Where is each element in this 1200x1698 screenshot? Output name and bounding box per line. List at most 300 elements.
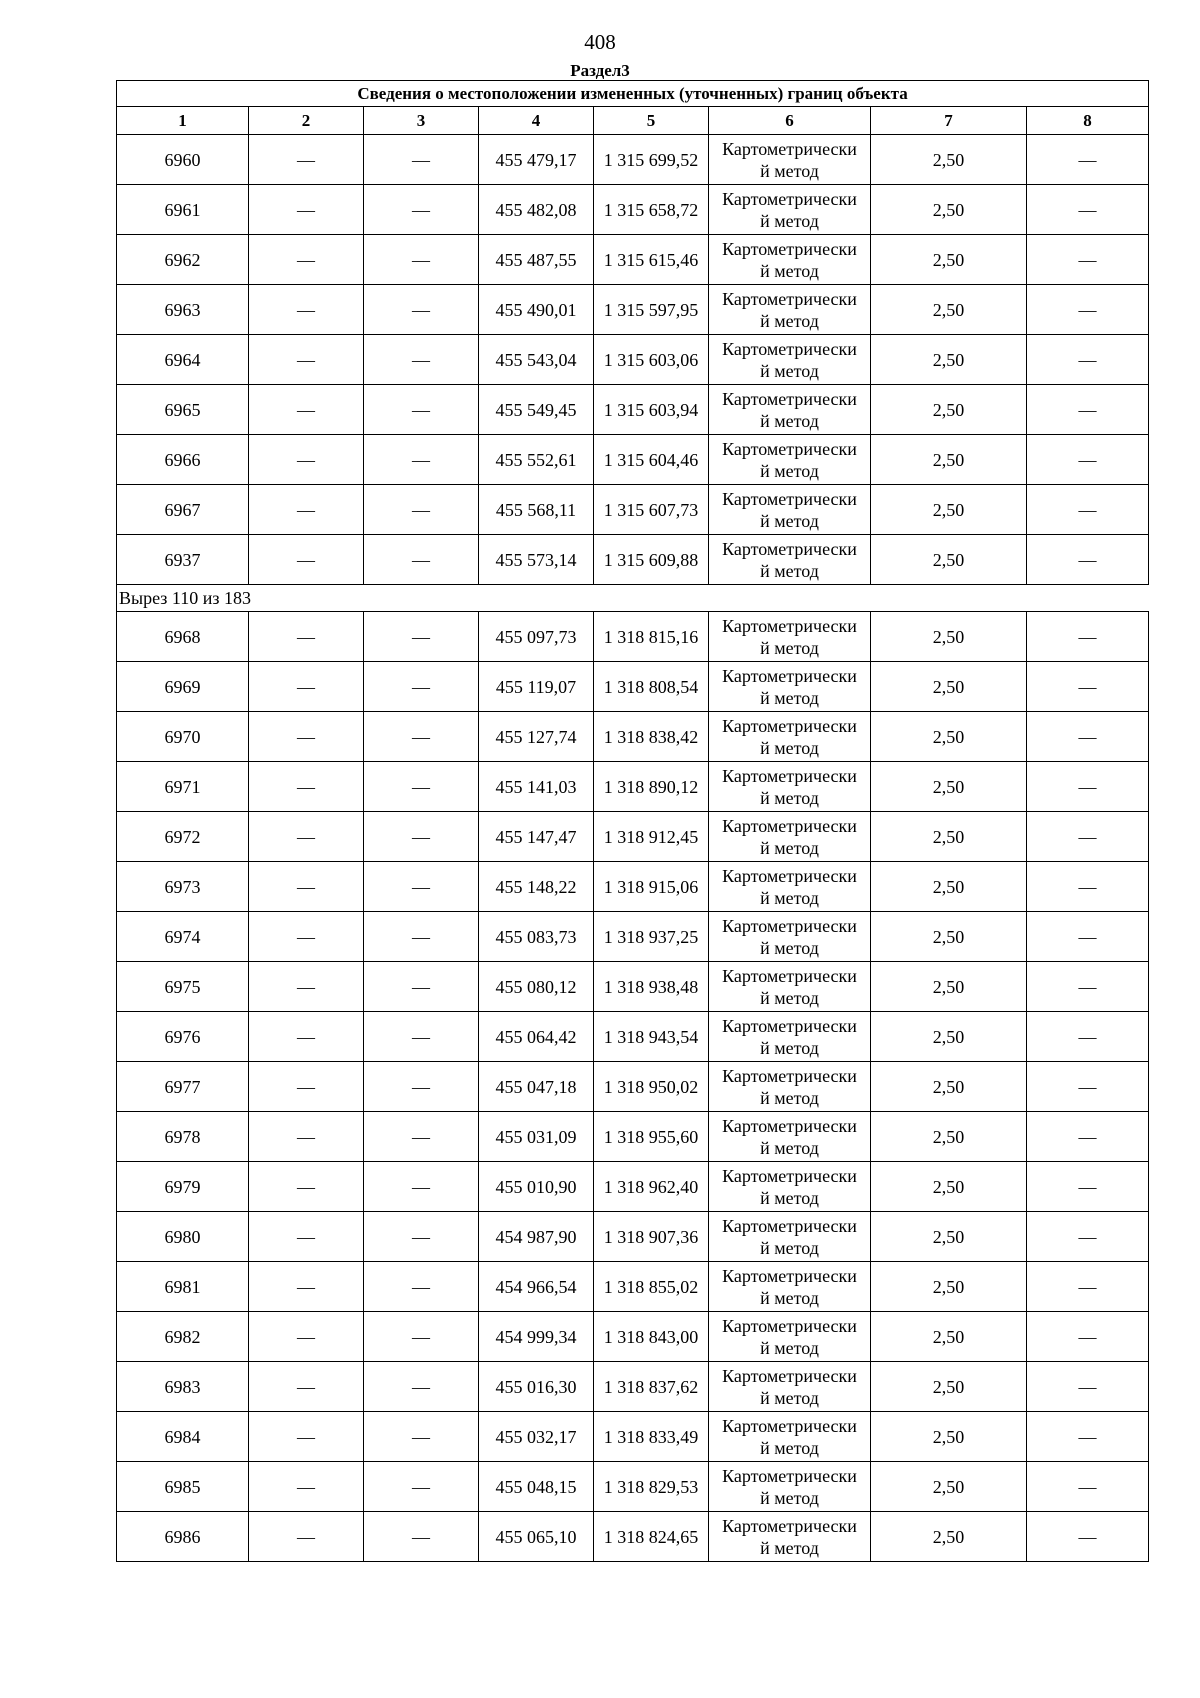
x-coordinate: 455 482,08 [479,185,594,235]
method-cell [709,612,871,662]
old-x-cell: — [249,1112,364,1162]
table-row [117,662,1149,712]
method-text-line1: Картометрически [722,538,857,559]
method-text-line1: Картометрически [722,1315,857,1336]
y-coordinate: 1 318 890,12 [594,762,709,812]
method-text-line2: й метод [760,1287,819,1308]
table-row [117,862,1149,912]
x-coordinate: 455 065,10 [479,1512,594,1562]
method-text-line2: й метод [760,1437,819,1458]
method-text-line1: Картометрически [722,965,857,986]
method-text-line2: й метод [760,360,819,381]
description-cell: — [1027,912,1149,962]
y-coordinate: 1 318 907,36 [594,1212,709,1262]
x-coordinate: 455 487,55 [479,235,594,285]
point-number: 6975 [117,962,249,1012]
table-row [117,1162,1149,1212]
y-coordinate: 1 315 699,52 [594,135,709,185]
column-number: 2 [249,107,364,135]
point-number: 6983 [117,1362,249,1412]
method-text-line1: Картометрически [722,615,857,636]
method-cell [709,962,871,1012]
description-cell: — [1027,762,1149,812]
y-coordinate: 1 318 808,54 [594,662,709,712]
accuracy-value: 2,50 [871,1162,1027,1212]
y-coordinate: 1 318 833,49 [594,1412,709,1462]
old-x-cell: — [249,235,364,285]
description-cell: — [1027,535,1149,585]
method-cell [709,1362,871,1412]
old-x-cell: — [249,862,364,912]
method-text-line2: й метод [760,1037,819,1058]
y-coordinate: 1 315 607,73 [594,485,709,535]
old-y-cell: — [364,1362,479,1412]
method-text-line2: й метод [760,1187,819,1208]
table-row [117,1062,1149,1112]
table-row [117,1362,1149,1412]
method-text-line2: й метод [760,1487,819,1508]
method-text-line2: й метод [760,260,819,281]
point-number: 6980 [117,1212,249,1262]
old-y-cell: — [364,235,479,285]
description-cell: — [1027,1012,1149,1062]
y-coordinate: 1 318 829,53 [594,1462,709,1512]
old-x-cell: — [249,1012,364,1062]
y-coordinate: 1 315 609,88 [594,535,709,585]
method-text-line2: й метод [760,787,819,808]
table-row [117,1212,1149,1262]
table-row [117,135,1149,185]
y-coordinate: 1 315 604,46 [594,435,709,485]
description-cell: — [1027,1062,1149,1112]
y-coordinate: 1 318 943,54 [594,1012,709,1062]
x-coordinate: 455 543,04 [479,335,594,385]
method-text-line2: й метод [760,1337,819,1358]
y-coordinate: 1 315 597,95 [594,285,709,335]
method-cell [709,1412,871,1462]
description-cell: — [1027,285,1149,335]
method-text-line2: й метод [760,637,819,658]
old-x-cell: — [249,1362,364,1412]
y-coordinate: 1 318 855,02 [594,1262,709,1312]
table-row [117,1462,1149,1512]
old-x-cell: — [249,1062,364,1112]
section-title: Раздел3 [570,61,630,80]
old-x-cell: — [249,535,364,585]
point-number: 6962 [117,235,249,285]
method-text-line2: й метод [760,210,819,231]
column-number: 6 [709,107,871,135]
table-row [117,912,1149,962]
old-x-cell: — [249,1162,364,1212]
method-text-line1: Картометрически [722,815,857,836]
x-coordinate: 455 064,42 [479,1012,594,1062]
x-coordinate: 455 549,45 [479,385,594,435]
x-coordinate: 455 479,17 [479,135,594,185]
x-coordinate: 455 048,15 [479,1462,594,1512]
old-y-cell: — [364,385,479,435]
description-cell: — [1027,235,1149,285]
method-text-line1: Картометрически [722,1465,857,1486]
method-text-line2: й метод [760,560,819,581]
y-coordinate: 1 315 603,94 [594,385,709,435]
method-text-line2: й метод [760,937,819,958]
method-cell [709,712,871,762]
table-row [117,812,1149,862]
x-coordinate: 455 127,74 [479,712,594,762]
old-y-cell: — [364,1462,479,1512]
x-coordinate: 455 119,07 [479,662,594,712]
old-y-cell: — [364,285,479,335]
method-text-line1: Картометрически [722,1065,857,1086]
point-number: 6937 [117,535,249,585]
old-x-cell: — [249,1462,364,1512]
table-row [117,235,1149,285]
accuracy-value: 2,50 [871,1462,1027,1512]
old-x-cell: — [249,912,364,962]
y-coordinate: 1 315 615,46 [594,235,709,285]
method-cell [709,535,871,585]
point-number: 6967 [117,485,249,535]
old-y-cell: — [364,912,479,962]
method-text-line1: Картометрически [722,238,857,259]
point-number: 6965 [117,385,249,435]
table-row [117,185,1149,235]
method-cell [709,235,871,285]
x-coordinate: 455 032,17 [479,1412,594,1462]
old-x-cell: — [249,1262,364,1312]
point-number: 6973 [117,862,249,912]
method-text-line1: Картометрически [722,1515,857,1536]
table-row [117,962,1149,1012]
old-y-cell: — [364,1262,479,1312]
point-number: 6969 [117,662,249,712]
method-text-line2: й метод [760,837,819,858]
accuracy-value: 2,50 [871,912,1027,962]
accuracy-value: 2,50 [871,1362,1027,1412]
x-coordinate: 455 031,09 [479,1112,594,1162]
old-y-cell: — [364,335,479,385]
point-number: 6979 [117,1162,249,1212]
x-coordinate: 454 966,54 [479,1262,594,1312]
x-coordinate: 455 568,11 [479,485,594,535]
table-row [117,385,1149,435]
table-row [117,535,1149,585]
description-cell: — [1027,1162,1149,1212]
table-row [117,1262,1149,1312]
description-cell: — [1027,1312,1149,1362]
method-text-line1: Картометрически [722,488,857,509]
accuracy-value: 2,50 [871,1262,1027,1312]
point-number: 6968 [117,612,249,662]
method-text-line1: Картометрически [722,1115,857,1136]
method-cell [709,1062,871,1112]
accuracy-value: 2,50 [871,1512,1027,1562]
old-x-cell: — [249,1412,364,1462]
description-cell: — [1027,962,1149,1012]
y-coordinate: 1 318 824,65 [594,1512,709,1562]
old-y-cell: — [364,1512,479,1562]
point-number: 6984 [117,1412,249,1462]
y-coordinate: 1 318 950,02 [594,1062,709,1112]
old-y-cell: — [364,1062,479,1112]
old-x-cell: — [249,612,364,662]
method-text-line1: Картометрически [722,1415,857,1436]
old-x-cell: — [249,485,364,535]
description-cell: — [1027,185,1149,235]
description-cell: — [1027,1112,1149,1162]
x-coordinate: 455 080,12 [479,962,594,1012]
description-cell: — [1027,335,1149,385]
accuracy-value: 2,50 [871,285,1027,335]
method-text-line2: й метод [760,410,819,431]
y-coordinate: 1 318 955,60 [594,1112,709,1162]
old-y-cell: — [364,762,479,812]
x-coordinate: 454 987,90 [479,1212,594,1262]
method-text-line1: Картометрически [722,1165,857,1186]
method-text-line2: й метод [760,310,819,331]
description-cell: — [1027,1212,1149,1262]
description-cell: — [1027,1512,1149,1562]
accuracy-value: 2,50 [871,185,1027,235]
group-header-row [117,585,1149,612]
y-coordinate: 1 318 937,25 [594,912,709,962]
point-number: 6978 [117,1112,249,1162]
table-row [117,435,1149,485]
old-y-cell: — [364,962,479,1012]
table-caption: Сведения о местоположении измененных (уточненных) границ объекта [117,81,1149,107]
point-number: 6986 [117,1512,249,1562]
point-number: 6977 [117,1062,249,1112]
description-cell: — [1027,135,1149,185]
description-cell: — [1027,662,1149,712]
x-coordinate: 455 010,90 [479,1162,594,1212]
accuracy-value: 2,50 [871,535,1027,585]
table-row [117,1112,1149,1162]
method-text-line1: Картометрически [722,865,857,886]
old-y-cell: — [364,1112,479,1162]
method-text-line2: й метод [760,1237,819,1258]
description-cell: — [1027,1412,1149,1462]
method-text-line2: й метод [760,737,819,758]
accuracy-value: 2,50 [871,962,1027,1012]
method-text-line1: Картометрически [722,1365,857,1386]
old-y-cell: — [364,435,479,485]
old-x-cell: — [249,185,364,235]
x-coordinate: 455 148,22 [479,862,594,912]
method-cell [709,1262,871,1312]
y-coordinate: 1 318 838,42 [594,712,709,762]
method-text-line2: й метод [760,987,819,1008]
old-x-cell: — [249,1512,364,1562]
y-coordinate: 1 318 843,00 [594,1312,709,1362]
method-text-line2: й метод [760,1537,819,1558]
method-cell [709,435,871,485]
accuracy-value: 2,50 [871,335,1027,385]
old-y-cell: — [364,135,479,185]
point-number: 6981 [117,1262,249,1312]
y-coordinate: 1 318 815,16 [594,612,709,662]
method-cell [709,1212,871,1262]
point-number: 6960 [117,135,249,185]
method-text-line1: Картометрически [722,1015,857,1036]
accuracy-value: 2,50 [871,812,1027,862]
old-x-cell: — [249,335,364,385]
group-label: Вырез 110 из 183 [117,585,1149,612]
method-text-line2: й метод [760,510,819,531]
method-text-line1: Картометрически [722,438,857,459]
accuracy-value: 2,50 [871,712,1027,762]
method-text-line1: Картометрически [722,665,857,686]
coordinates-table [116,80,1149,1562]
accuracy-value: 2,50 [871,1062,1027,1112]
method-text-line1: Картометрически [722,1265,857,1286]
method-cell [709,1312,871,1362]
method-text-line2: й метод [760,1087,819,1108]
description-cell: — [1027,1262,1149,1312]
method-cell [709,762,871,812]
description-cell: — [1027,862,1149,912]
y-coordinate: 1 315 603,06 [594,335,709,385]
method-cell [709,662,871,712]
description-cell: — [1027,712,1149,762]
method-cell [709,285,871,335]
accuracy-value: 2,50 [871,1212,1027,1262]
accuracy-value: 2,50 [871,435,1027,485]
x-coordinate: 455 047,18 [479,1062,594,1112]
old-x-cell: — [249,385,364,435]
column-number: 3 [364,107,479,135]
old-x-cell: — [249,662,364,712]
method-text-line1: Картометрически [722,765,857,786]
old-x-cell: — [249,712,364,762]
accuracy-value: 2,50 [871,1312,1027,1362]
y-coordinate: 1 318 915,06 [594,862,709,912]
method-cell [709,1112,871,1162]
method-cell [709,1162,871,1212]
method-text-line2: й метод [760,887,819,908]
accuracy-value: 2,50 [871,485,1027,535]
column-number: 4 [479,107,594,135]
method-text-line1: Картометрически [722,715,857,736]
table-row [117,1012,1149,1062]
y-coordinate: 1 318 837,62 [594,1362,709,1412]
description-cell: — [1027,385,1149,435]
column-number: 5 [594,107,709,135]
method-cell [709,862,871,912]
point-number: 6961 [117,185,249,235]
old-y-cell: — [364,612,479,662]
description-cell: — [1027,485,1149,535]
old-y-cell: — [364,662,479,712]
x-coordinate: 455 141,03 [479,762,594,812]
old-y-cell: — [364,1412,479,1462]
accuracy-value: 2,50 [871,135,1027,185]
accuracy-value: 2,50 [871,662,1027,712]
old-y-cell: — [364,485,479,535]
x-coordinate: 455 083,73 [479,912,594,962]
method-text-line2: й метод [760,1137,819,1158]
old-x-cell: — [249,1212,364,1262]
old-y-cell: — [364,1212,479,1262]
old-y-cell: — [364,1012,479,1062]
point-number: 6971 [117,762,249,812]
point-number: 6966 [117,435,249,485]
x-coordinate: 455 097,73 [479,612,594,662]
description-cell: — [1027,612,1149,662]
old-y-cell: — [364,862,479,912]
old-y-cell: — [364,535,479,585]
point-number: 6963 [117,285,249,335]
old-y-cell: — [364,1312,479,1362]
accuracy-value: 2,50 [871,1412,1027,1462]
x-coordinate: 455 490,01 [479,285,594,335]
method-text-line1: Картометрически [722,1215,857,1236]
accuracy-value: 2,50 [871,762,1027,812]
point-number: 6972 [117,812,249,862]
description-cell: — [1027,435,1149,485]
table-row [117,1312,1149,1362]
table-body [117,81,1149,1562]
table-row [117,285,1149,335]
accuracy-value: 2,50 [871,385,1027,435]
method-text-line1: Картометрически [722,138,857,159]
method-cell [709,1512,871,1562]
method-cell [709,385,871,435]
table-row [117,712,1149,762]
method-cell [709,335,871,385]
method-text-line2: й метод [760,1387,819,1408]
table-row [117,1512,1149,1562]
old-y-cell: — [364,185,479,235]
method-cell [709,185,871,235]
method-text-line2: й метод [760,687,819,708]
column-number: 1 [117,107,249,135]
method-text-line2: й метод [760,460,819,481]
description-cell: — [1027,812,1149,862]
old-x-cell: — [249,135,364,185]
table-row [117,762,1149,812]
old-x-cell: — [249,762,364,812]
point-number: 6982 [117,1312,249,1362]
method-cell [709,1012,871,1062]
y-coordinate: 1 315 658,72 [594,185,709,235]
x-coordinate: 455 016,30 [479,1362,594,1412]
old-x-cell: — [249,962,364,1012]
y-coordinate: 1 318 938,48 [594,962,709,1012]
old-y-cell: — [364,1162,479,1212]
description-cell: — [1027,1462,1149,1512]
point-number: 6985 [117,1462,249,1512]
table-row [117,485,1149,535]
x-coordinate: 455 552,61 [479,435,594,485]
point-number: 6976 [117,1012,249,1062]
method-text-line1: Картометрически [722,915,857,936]
method-cell [709,485,871,535]
x-coordinate: 455 147,47 [479,812,594,862]
x-coordinate: 455 573,14 [479,535,594,585]
old-x-cell: — [249,285,364,335]
method-text-line1: Картометрически [722,388,857,409]
table-row [117,335,1149,385]
accuracy-value: 2,50 [871,235,1027,285]
old-y-cell: — [364,812,479,862]
table-row [117,1412,1149,1462]
page-number: 408 [584,30,616,54]
accuracy-value: 2,50 [871,1012,1027,1062]
point-number: 6970 [117,712,249,762]
table-caption-row [117,81,1149,107]
